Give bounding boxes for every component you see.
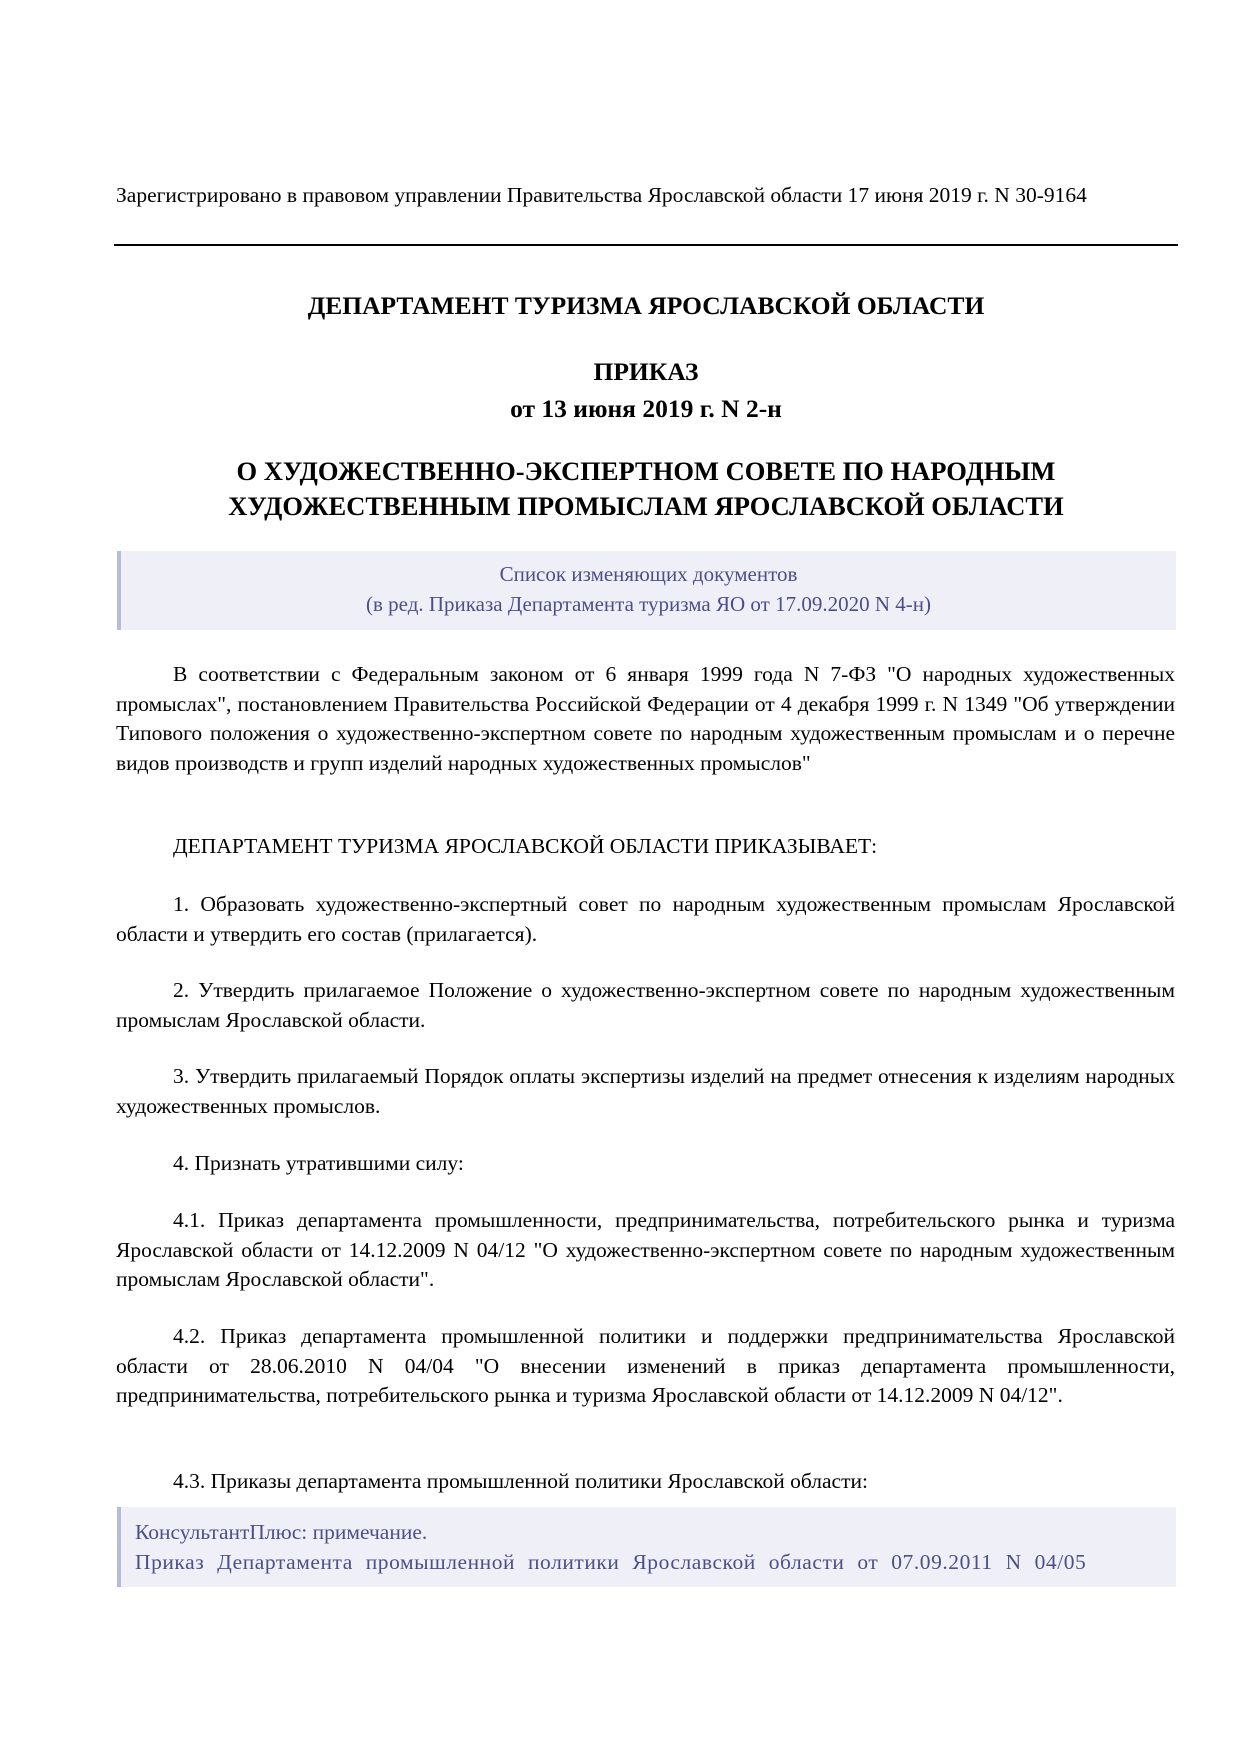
order-item-4-1: 4.1. Приказ департамента промышленности, предпринимательства, потребительского рынка и туризма Ярославской области от 14.12.2009 N 04/12 "О художественно-экспертном совете по народным художественным промыслам Ярославской области". xyxy=(116,1208,1175,1291)
order-statement: ДЕПАРТАМЕНТ ТУРИЗМА ЯРОСЛАВСКОЙ ОБЛАСТИ ПРИКАЗЫВАЕТ: xyxy=(173,834,878,858)
order-item-2: 2. Утвердить прилагаемое Положение о художественно-экспертном совете по народным художественным промыслам Ярославской области. xyxy=(116,978,1175,1032)
department-heading: ДЕПАРТАМЕНТ ТУРИЗМА ЯРОСЛАВСКОЙ ОБЛАСТИ xyxy=(307,291,985,320)
document-subject: О ХУДОЖЕСТВЕННО-ЭКСПЕРТНОМ СОВЕТЕ ПО НАРОДНЫМ ХУДОЖЕСТВЕННЫМ ПРОМЫСЛАМ ЯРОСЛАВСКОЙ ОБЛАСТИ xyxy=(228,456,1064,521)
order-item-3: 3. Утвердить прилагаемый Порядок оплаты экспертизы изделий на предмет отнесения к изделиям народных художественных промыслов. xyxy=(116,1064,1175,1118)
changing-documents-revision-link[interactable]: (в ред. Приказа Департамента туризма ЯО от 17.09.2020 N 4-н) xyxy=(366,592,931,616)
registration-note: Зарегистрировано в правовом управлении Правительства Ярославской области 17 июня 2019 г. N 30-9164 xyxy=(116,183,1087,207)
registration-divider xyxy=(114,244,1178,246)
order-item-4-3: 4.3. Приказы департамента промышленной политики Ярославской области: xyxy=(173,1469,868,1493)
order-item-1: 1. Образовать художественно-экспертный совет по народным художественным промыслам Ярославской области и утвердить его состав (прилагается). xyxy=(116,892,1175,946)
changing-documents-box xyxy=(117,551,1176,630)
document-date-number: от 13 июня 2019 г. N 2-н xyxy=(510,394,782,423)
order-item-4: 4. Признать утратившими силу: xyxy=(173,1151,464,1175)
changing-documents-title: Список изменяющих документов xyxy=(499,562,798,586)
order-item-4-2: 4.2. Приказ департамента промышленной политики и поддержки предпринимательства Ярославской области от 28.06.2010 N 04/04 "О внесении изменений в приказ департамента промышленности, предпринимательства, потребительского рынка и туризма Ярославской области от 14.12.2009 N 04/12". xyxy=(116,1324,1175,1407)
consultant-note-box xyxy=(117,1507,1176,1587)
document-type: ПРИКАЗ xyxy=(593,357,699,386)
consultant-note-title: КонсультантПлюс: примечание. xyxy=(135,1520,428,1544)
consultant-note-text: Приказ Департамента промышленной политики Ярославской области от 07.09.2011 N 04/05 xyxy=(135,1550,1087,1574)
preamble-paragraph: В соответствии с Федеральным законом от 6 января 1999 года N 7-ФЗ "О народных художественных промыслах", постановлением Правительства Российской Федерации от 4 декабря 1999 г. N 1349 "Об утверждении Типового положения о художественно-экспертном совете по народным художественным промыслам и о перечне видов производств и групп изделий народных художественных промыслов" xyxy=(116,662,1175,775)
